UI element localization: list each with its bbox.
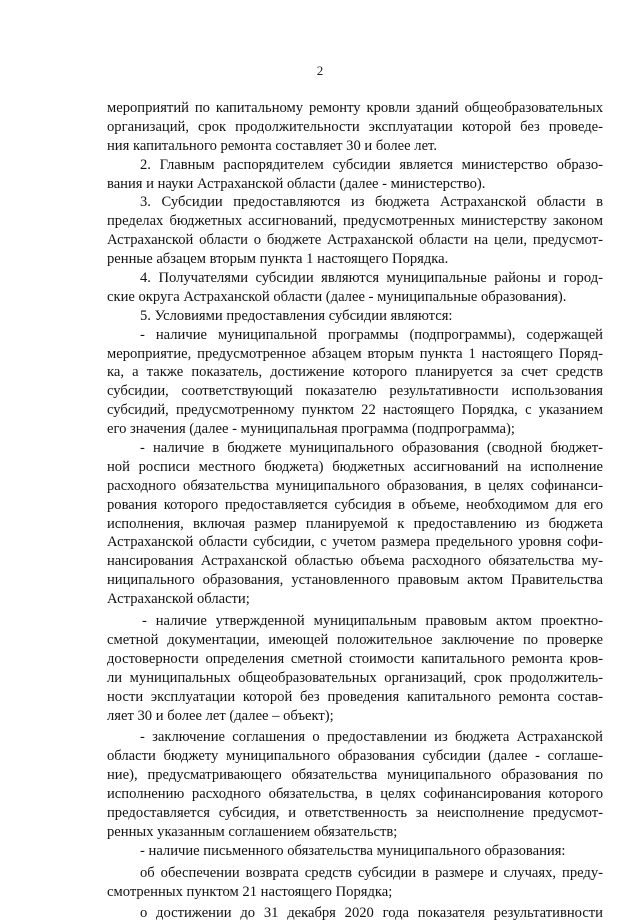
- text-line: ности эксплуатации которой без проведения капитального ремонта состав-: [107, 688, 603, 705]
- text-line: его значения (далее - муниципальная программа (подпрограмма);: [107, 421, 515, 438]
- text-line: - наличие письменного обязательства муниципального образования:: [140, 842, 566, 859]
- text-line: мероприятие, предусмотренное абзацем вторым пункта 1 настоящего Поряд-: [107, 345, 603, 362]
- text-line: вания и науки Астраханской области (далее - министерство).: [107, 175, 486, 192]
- text-line: ренные абзацем вторым пункта 1 настоящего Порядка.: [107, 251, 449, 268]
- text-line: исполнения, включая размер планируемой к предоставлению из бюджета: [107, 515, 603, 532]
- text-line: расходного обязательства муниципального образования, в целях софинанси-: [107, 477, 603, 494]
- text-line: 4. Получателями субсидии являются муниципальные районы и город-: [140, 270, 603, 287]
- document-body: [107, 99, 603, 923]
- page-number: 2: [316, 63, 324, 78]
- text-line: организаций, срок продолжительности эксплуатации которой без проведе-: [107, 118, 603, 135]
- text-line: ка, а также показатель, достижение которого планируется за счет средств: [107, 364, 603, 381]
- text-line: Астраханской области субсидии, с учетом размера предельного уровня софи-: [107, 534, 603, 551]
- text-line: предоставляется субсидия, и ответственность за неисполнение предусмот-: [107, 804, 603, 821]
- text-line: Астраханской области о бюджете Астраханской области на цели, предусмот-: [107, 232, 603, 249]
- text-line: Астраханской области;: [107, 591, 250, 608]
- text-line: - наличие муниципальной программы (подпрограммы), содержащей: [140, 326, 603, 343]
- text-line: ляет 30 и более лет (далее – объект);: [107, 707, 334, 724]
- text-line: - наличие в бюджете муниципального образования (сводной бюджет-: [140, 440, 603, 457]
- text-line: нансирования Астраханской областью объема расходного обязательства му-: [107, 553, 603, 570]
- text-line: мероприятий по капитальному ремонту кровли зданий общеобразовательных: [107, 100, 603, 116]
- text-line: ниципального образования, установленного правовым актом Правительства: [107, 572, 603, 589]
- text-line: пределах бюджетных ассигнований, предусмотренных министерству законом: [107, 213, 603, 230]
- text-line: области бюджету муниципального образования субсидии (далее - соглаше-: [107, 748, 603, 765]
- text-line: ские округа Астраханской области (далее - муниципальные образования).: [107, 288, 567, 305]
- text-line: - наличие утвержденной муниципальным правовым актом проектно-: [142, 613, 603, 630]
- text-line: сметной документации, имеющей положительное заключение по проверке: [107, 631, 603, 648]
- text-line: исполнению расходного обязательства, в целях софинансирования которого: [107, 786, 603, 803]
- text-line: об обеспечении возврата средств субсидии в размере и случаях, преду-: [140, 864, 603, 881]
- text-line: рования которого предоставляется субсидия в объеме, необходимом для его: [107, 496, 603, 513]
- text-line: субсидии, соответствующий показателю результативности использования: [107, 383, 603, 400]
- text-line: ние), предусматривающего обязательства муниципального образования по: [107, 767, 603, 784]
- text-line: смотренных пунктом 21 настоящего Порядка;: [107, 883, 393, 900]
- text-line: ренных указанным соглашением обязательств;: [107, 823, 398, 840]
- text-line: субсидий, предусмотренному пунктом 22 настоящего Порядка, с указанием: [107, 402, 603, 419]
- text-line: 5. Условиями предоставления субсидии являются:: [140, 307, 453, 324]
- text-line: ния капитального ремонта составляет 30 и более лет.: [107, 137, 437, 154]
- text-line: - заключение соглашения о предоставлении из бюджета Астраханской: [140, 729, 603, 746]
- text-line: 2. Главным распорядителем субсидии является министерство образо-: [140, 156, 603, 173]
- text-line: 3. Субсидии предоставляются из бюджета Астраханской области в: [140, 194, 603, 211]
- text-line: ной росписи местного бюджета) бюджетных ассигнований на исполнение: [107, 458, 603, 475]
- text-line: достоверности определения сметной стоимости капитального ремонта кров-: [107, 650, 603, 667]
- text-line: о достижении до 31 декабря 2020 года показателя результативности: [140, 905, 603, 922]
- text-line: ли муниципальных общеобразовательных организаций, срок продолжитель-: [107, 669, 603, 686]
